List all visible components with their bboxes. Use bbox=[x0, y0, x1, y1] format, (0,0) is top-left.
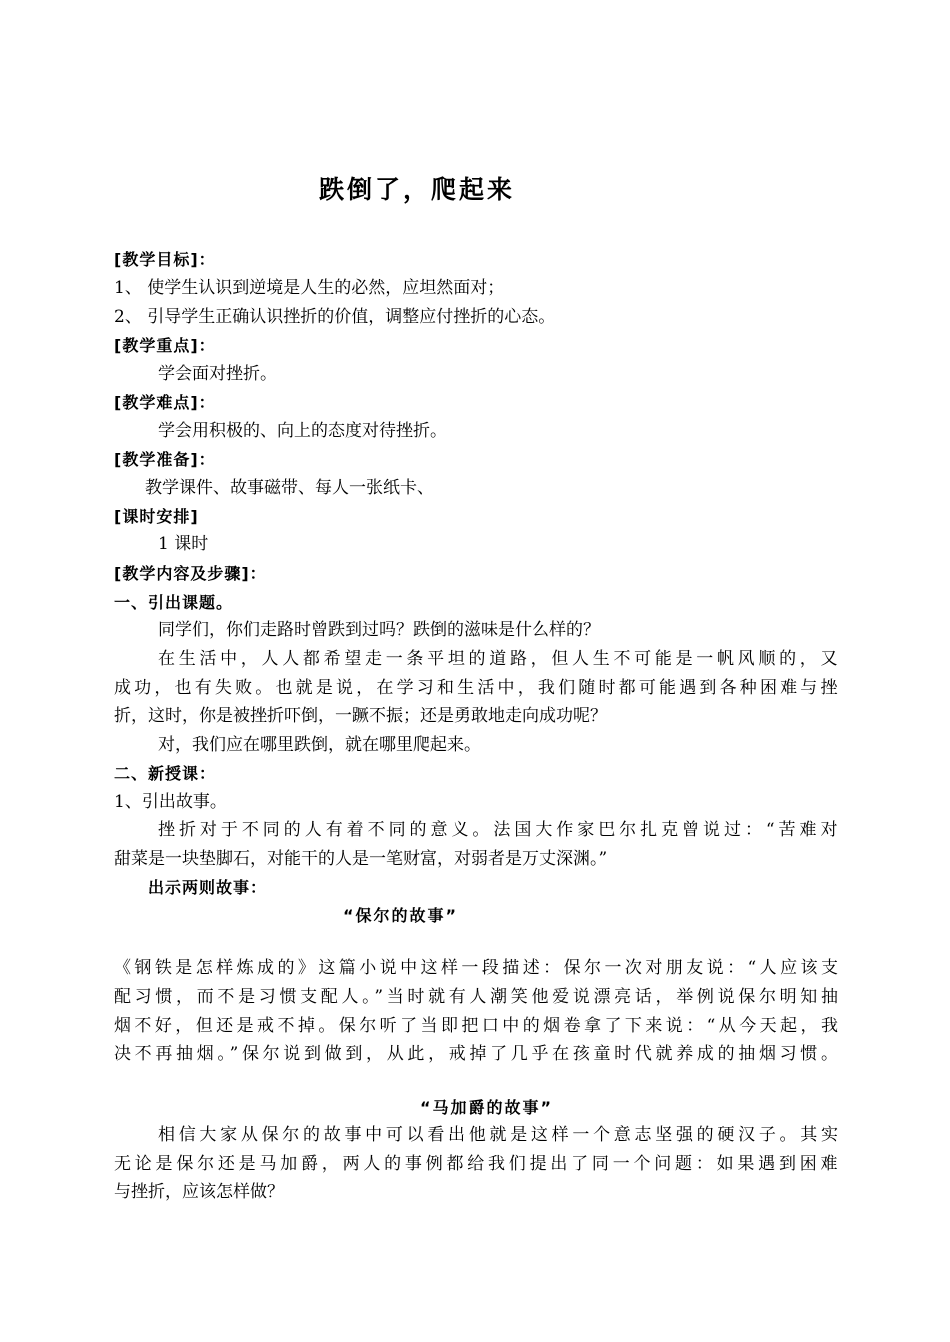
story1-title: “保尔的故事” bbox=[343, 906, 459, 925]
story1-line-4: 决不再抽烟。”保尔说到做到，从此，戒掉了几乎在孩童时代就养成的抽烟习惯。 bbox=[114, 1044, 838, 1064]
section2-paragraph-1-line-2: 甜菜是一块垫脚石，对能干的人是一笔财富，对弱者是万丈深渊。” bbox=[114, 849, 608, 869]
section2-paragraph-1-line-1: 挫折对于不同的人有着不同的意义。法国大作家巴尔扎克曾说过：“苦难对 bbox=[158, 820, 838, 840]
difficulty-heading: [教学难点]： bbox=[114, 393, 216, 412]
difficulty-text: 学会用积极的、向上的态度对待挫折。 bbox=[158, 421, 447, 441]
section1-paragraph-2-line-3: 折，这时，你是被挫折吓倒，一蹶不振；还是勇敢地走向成功呢？ bbox=[114, 706, 607, 726]
show-stories-label: 出示两则故事： bbox=[148, 878, 268, 897]
story1-line-2: 配习惯，而不是习惯支配人。”当时就有人潮笑他爱说漂亮话，举例说保尔明知抽 bbox=[114, 987, 838, 1007]
section1-heading: 一、引出课题。 bbox=[114, 593, 234, 612]
objectives-heading: [教学目标]： bbox=[114, 250, 216, 269]
section2-item-1: 1、引出故事。 bbox=[114, 792, 227, 812]
content-heading: [教学内容及步骤]： bbox=[114, 564, 267, 583]
section1-paragraph-2-line-2: 成功，也有失败。也就是说，在学习和生活中，我们随时都可能遇到各种困难与挫 bbox=[114, 678, 838, 698]
objective-item-1: 1、 使学生认识到逆境是人生的必然，应坦然面对； bbox=[114, 278, 505, 298]
key-point-text: 学会面对挫折。 bbox=[158, 364, 277, 384]
conclusion-line-3: 与挫折，应该怎样做？ bbox=[114, 1182, 284, 1202]
conclusion-line-2: 无论是保尔还是马加爵，两人的事例都给我们提出了同一个问题：如果遇到困难 bbox=[114, 1154, 838, 1174]
section1-paragraph-3: 对，我们应在哪里跌倒，就在哪里爬起来。 bbox=[158, 735, 481, 755]
section1-paragraph-2-line-1: 在生活中，人人都希望走一条平坦的道路，但人生不可能是一帆风顺的，又 bbox=[158, 649, 838, 669]
preparation-heading: [教学准备]： bbox=[114, 450, 216, 469]
story2-title: “马加爵的故事” bbox=[420, 1098, 554, 1117]
key-point-heading: [教学重点]： bbox=[114, 336, 216, 355]
schedule-heading: [课时安排] bbox=[114, 507, 199, 526]
story1-line-1: 《钢铁是怎样炼成的》这篇小说中这样一段描述：保尔一次对朋友说：“人应该支 bbox=[114, 958, 838, 978]
document-title: 跌倒了，爬起来 bbox=[318, 175, 515, 204]
story1-line-3: 烟不好，但还是戒不掉。保尔听了当即把口中的烟卷拿了下来说：“从今天起，我 bbox=[114, 1016, 838, 1036]
section1-paragraph-1: 同学们，你们走路时曾跌到过吗？跌倒的滋味是什么样的？ bbox=[158, 620, 600, 640]
objective-item-2: 2、 引导学生正确认识挫折的价值，调整应付挫折的心态。 bbox=[114, 307, 556, 327]
section2-heading: 二、新授课： bbox=[114, 764, 217, 783]
schedule-text: 1 课时 bbox=[158, 534, 209, 554]
preparation-text: 教学课件、故事磁带、每人一张纸卡、 bbox=[145, 478, 434, 498]
conclusion-line-1: 相信大家从保尔的故事中可以看出他就是这样一个意志坚强的硬汉子。其实 bbox=[158, 1125, 838, 1145]
